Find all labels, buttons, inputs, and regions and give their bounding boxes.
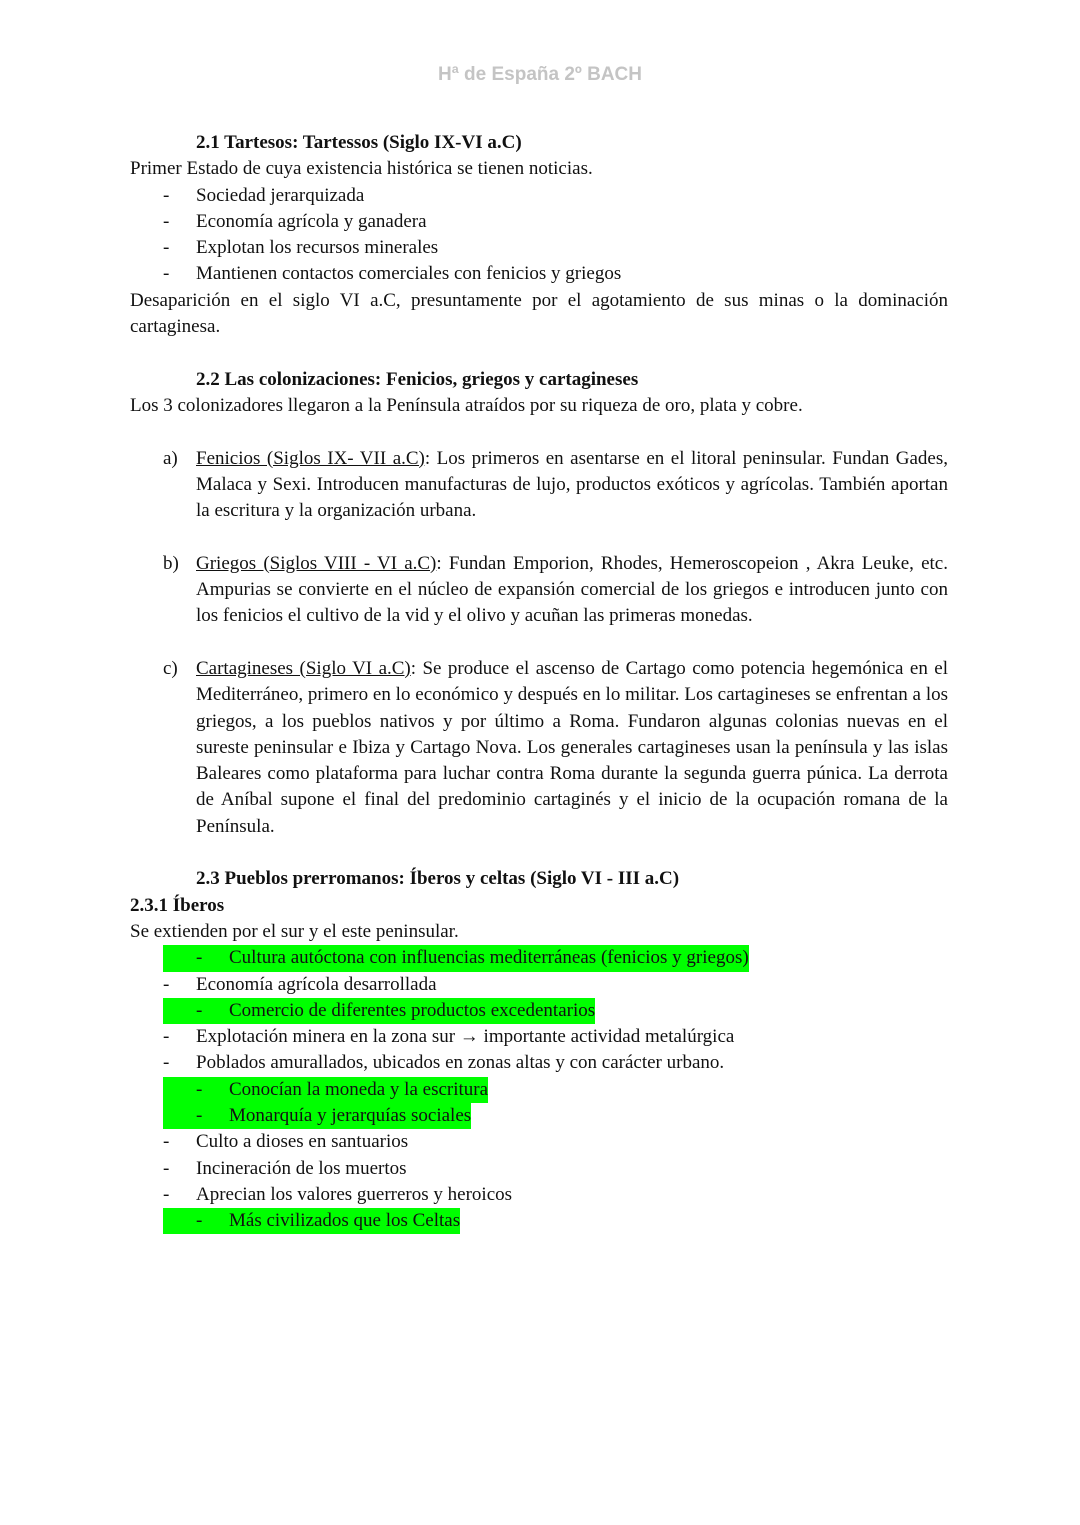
list-item-highlighted: [130, 1077, 948, 1103]
highlight: - Cultura autóctona con influencias mediterráneas (fenicios y griegos): [163, 945, 749, 971]
item-title: Fenicios (Siglos IX- VII a.C): [196, 447, 425, 469]
list-item: - Explotación minera en la zona sur → importante actividad metalúrgica: [130, 1024, 948, 1050]
item-text: : Los primeros en asentarse en el litoral peninsular. Fundan Gades, Malaca y Sexi. Introducen manufacturas de lujo, productos exóticos y agrícolas. También aportan la escritura y la organización urbana.: [196, 447, 948, 522]
bullet-dash: -: [196, 947, 203, 969]
section-tartesos: [130, 130, 948, 340]
list-item: - Culto a dioses en santuarios: [130, 1129, 948, 1155]
highlight: - Conocían la moneda y la escritura: [163, 1077, 488, 1103]
list-item: - Sociedad jerarquizada: [130, 183, 948, 209]
section-colonizaciones: [130, 367, 948, 840]
bullet-dash: -: [163, 237, 170, 259]
list-marker: b): [163, 552, 179, 574]
list-item-highlighted: [130, 1103, 948, 1129]
bullet-list: [130, 945, 948, 1234]
bullet-dash: -: [163, 1157, 170, 1179]
spacer: [130, 419, 948, 445]
list-item-fenicios: [130, 446, 948, 525]
item-text: : Se produce el ascenso de Cartago como potencia hegemónica en el Mediterráneo, primero en lo económico y después en lo militar. Los cartagineses se enfrentan a los griegos, a los pueblos nativos y por último a Roma. Fundaron algunas colonias nuevas en el sureste peninsular e Ibiza y Cartago Nova. Los generales cartagineses usan la península y las islas Baleares como plataforma para luchar contra Roma durante la segunda guerra púnica. La derrota de Aníbal supone el final del predominio cartaginés y el inicio de la ocupación romana de la Península.: [196, 657, 949, 837]
section-heading: 2.2 Las colonizaciones: Fenicios, griegos y cartagineses: [196, 368, 639, 390]
item-title: Cartagineses (Siglo VI a.C): [196, 657, 411, 679]
list-item-cartagineses: [130, 656, 948, 840]
bullet-dash: -: [163, 973, 170, 995]
item-text: : Fundan Emporion, Rhodes, Hemeroscopeion , Akra Leuke, etc. Ampurias se convierte en el núcleo de expansión comercial de los griegos e introducen junto con los fenicios el cultivo de la vid y el olivo y acuñan las primeras monedas.: [196, 552, 948, 627]
section-heading: 2.3 Pueblos prerromanos: Íberos y celtas (Siglo VI - III a.C): [196, 868, 680, 890]
section-prerromanos: [130, 866, 948, 1234]
bullet-dash: -: [196, 999, 203, 1021]
bullet-dash: -: [163, 263, 170, 285]
list-marker: c): [163, 657, 178, 679]
bullet-dash: -: [196, 1104, 203, 1126]
paragraph: Desaparición en el siglo VI a.C, presuntamente por el agotamiento de sus minas o la dominación cartaginesa.: [130, 289, 948, 338]
paragraph: Los 3 colonizadores llegaron a la Península atraídos por su riqueza de oro, plata y cobre.: [130, 394, 803, 416]
highlight: - Comercio de diferentes productos excedentarios: [163, 998, 595, 1024]
list-item: - Poblados amurallados, ubicados en zonas altas y con carácter urbano.: [130, 1050, 948, 1076]
bullet-dash: -: [163, 210, 170, 232]
document-header: Hª de España 2º BACH: [437, 64, 643, 85]
highlight: - Monarquía y jerarquías sociales: [163, 1103, 471, 1129]
document-body: [130, 130, 948, 1234]
list-item: - Explotan los recursos minerales: [130, 235, 948, 261]
highlight: - Más civilizados que los Celtas: [163, 1208, 460, 1234]
paragraph: Primer Estado de cuya existencia histórica se tienen noticias.: [130, 158, 593, 180]
bullet-dash: -: [196, 1210, 203, 1232]
list-marker: a): [163, 447, 178, 469]
spacer: [130, 340, 948, 366]
bullet-dash: -: [163, 184, 170, 206]
spacer: [130, 630, 948, 656]
list-item: - Economía agrícola y ganadera: [130, 209, 948, 235]
bullet-dash: -: [163, 1026, 170, 1048]
list-item-highlighted: [130, 1208, 948, 1234]
list-item-highlighted: [130, 945, 948, 971]
list-item: - Economía agrícola desarrollada: [130, 972, 948, 998]
bullet-dash: -: [163, 1131, 170, 1153]
list-item: - Mantienen contactos comerciales con fenicios y griegos: [130, 261, 948, 287]
lettered-list: [130, 446, 948, 840]
list-item: - Incineración de los muertos: [130, 1156, 948, 1182]
list-item: - Aprecian los valores guerreros y heroicos: [130, 1182, 948, 1208]
item-title: Griegos (Siglos VIII - VI a.C): [196, 552, 437, 574]
list-item-highlighted: [130, 998, 948, 1024]
bullet-dash: -: [163, 1183, 170, 1205]
bullet-dash: -: [163, 1052, 170, 1074]
list-item-griegos: [130, 551, 948, 630]
bullet-list: [130, 183, 948, 288]
spacer: [130, 840, 948, 866]
bullet-dash: -: [196, 1078, 203, 1100]
section-heading: 2.1 Tartesos: Tartessos (Siglo IX-VI a.C): [196, 132, 522, 153]
spacer: [130, 524, 948, 550]
subsection-heading: 2.3.1 Íberos: [130, 894, 225, 916]
paragraph: Se extienden por el sur y el este peninsular.: [130, 920, 459, 942]
